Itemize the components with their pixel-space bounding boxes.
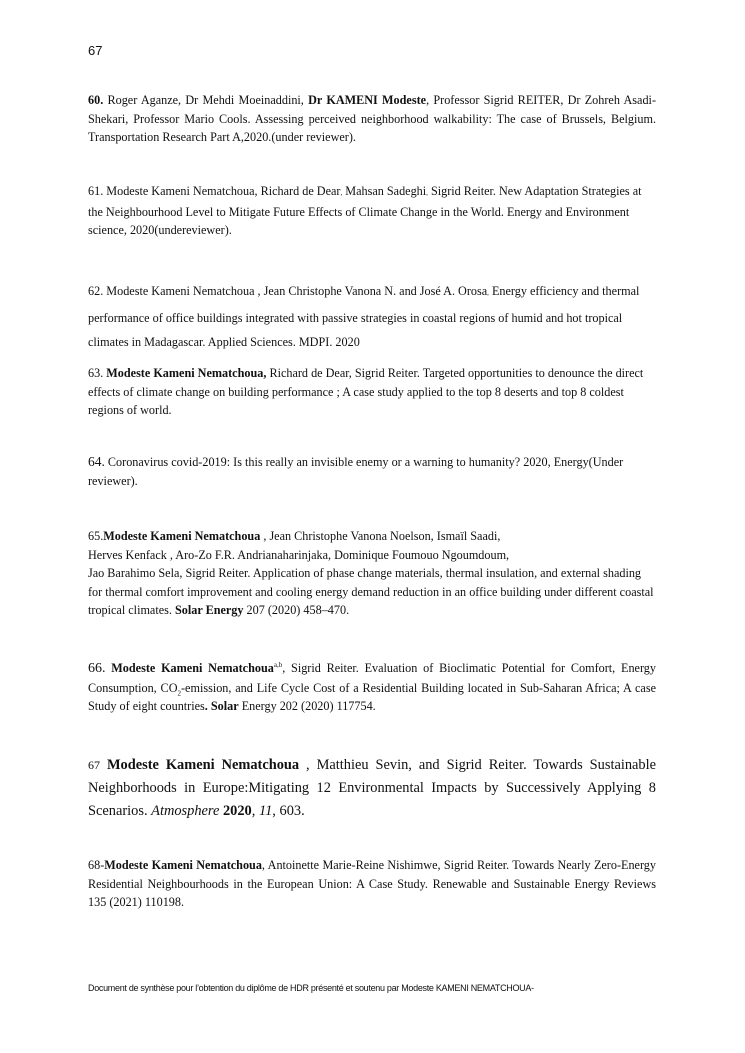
ref-67-year: 2020 (219, 803, 252, 819)
ref-61-rest: Sigrid Reiter. New Adaptation Strategies at the Neighbourhood Level to Mitigate Future Effects of Climate Change in the World. Energy and Environment science, 2020(undereviewer). (88, 184, 642, 238)
ref-60-number: 60. (88, 93, 104, 107)
ref-64-number: 64. (88, 454, 105, 469)
ref-61-separator-2: , (426, 189, 428, 197)
ref-63-number: 63. (88, 366, 107, 380)
ref-67-text: , Matthieu Sevin, and Sigrid Reiter. Towards Sustainable Neighborhoods in Europe:Mitigating 12 Environmental Impacts by Successively Applying 8 Scenarios. (88, 757, 656, 819)
ref-65-end: 207 (2020) 458–470. (243, 603, 350, 618)
ref-61-authors-b: Mahsan Sadeghi (342, 184, 427, 198)
reference-61 (88, 182, 656, 240)
ref-63-highlight-author: Modeste Kameni Nematchoua, (106, 366, 267, 380)
ref-67-journal: Atmosphere (151, 803, 220, 819)
ref-62-authors: 62. Modeste Kameni Nematchoua , Jean Christophe Vanona N. and José A. Orosa (88, 284, 488, 298)
reference-63 (88, 364, 656, 420)
ref-65-line-1: , Jean Christophe Vanona Noelson, Ismaïl Saadi, (260, 529, 501, 543)
ref-66-end: Energy 202 (2020) 117754. (238, 699, 376, 714)
reference-64 (88, 453, 656, 490)
ref-65-journal: Solar Energy (174, 603, 244, 618)
page-footer: Document de synthèse pour l’obtention du diplôme de HDR présenté et soutenu par Modeste KAMENI NEMATCHOUA- (88, 983, 534, 993)
ref-62-separator: , (487, 289, 489, 297)
ref-64-text: Coronavirus covid-2019: Is this really an invisible enemy or a warning to humanity? 2020, Energy(Under reviewer). (88, 455, 624, 488)
ref-66-highlight-author: Modeste Kameni Nematchoua (105, 661, 274, 675)
ref-67-end: , 603. (272, 803, 305, 819)
ref-67-number: 67 (88, 758, 100, 772)
reference-68 (88, 856, 656, 912)
ref-67-highlight-author: Modeste Kameni Nematchoua (100, 757, 300, 773)
ref-60-authors-a: Roger Aganze, Dr Mehdi Moeinaddini, (103, 93, 309, 107)
reference-67 (88, 754, 656, 823)
ref-65-highlight-author: Modeste Kameni Nematchoua (103, 529, 261, 543)
page-number: 67 (88, 43, 103, 58)
ref-61-separator: , (340, 189, 343, 197)
ref-60-rest: , Professor Sigrid REITER, Dr Zohreh Asadi-Shekari, Professor Mario Cools. Assessing perceived neighborhood walkability: The case of Brussels, Belgium. Transportation Research Part A,2020.(under reviewer). (88, 93, 656, 145)
ref-68-rest: , Antoinette Marie-Reine Nishimwe, Sigrid Reiter. Towards Nearly Zero-Energy Residential Neighbourhoods in the European Union: A Case Study. Renewable and Sustainable Energy Reviews 135 (2021) 110198. (88, 858, 656, 910)
ref-63-rest: Richard de Dear, Sigrid Reiter. Targeted opportunities to denounce the direct effects of climate change on building performance ; A case study applied to the top 8 deserts and top 8 coldest regions of world. (88, 366, 644, 418)
ref-65-number: 65. (88, 529, 104, 543)
reference-66 (88, 659, 656, 716)
ref-66-co2-subscript: 2 (177, 689, 181, 698)
ref-68-number: 68- (88, 858, 105, 872)
ref-68-highlight-author: Modeste Kameni Nematchoua (104, 858, 262, 872)
ref-65-line-3: Jao Barahimo Sela, Sigrid Reiter. Application of phase change materials, thermal insulation, and external shading for thermal comfort improvement and cooling energy demand reduction in an office building under different coastal tropical climates. (88, 566, 654, 618)
ref-67-volume: , 11 (251, 803, 273, 819)
reference-62 (88, 279, 656, 355)
ref-66-journal: . Solar (204, 699, 239, 714)
ref-61-authors-a: 61. Modeste Kameni Nematchoua, Richard de Dear (88, 184, 341, 198)
reference-60 (88, 91, 656, 147)
ref-66-affiliation-sup: a,b (273, 660, 283, 669)
reference-65 (88, 527, 656, 620)
ref-62-rest: Energy efficiency and thermal performance of office buildings integrated with passive strategies in coastal regions of humid and hot tropical climates in Madagascar. Applied Sciences. MDPI. 2020 (88, 284, 640, 349)
ref-65-line-2: Herves Kenfack , Aro-Zo F.R. Andrianaharinjaka, Dominique Foumouo Ngoumdoum, (88, 547, 510, 562)
ref-66-text-b: -emission, and Life Cycle Cost of a Residential Building located in Sub-Saharan Africa; A case Study of eight countries (88, 680, 656, 714)
ref-66-text-a: , Sigrid Reiter. Evaluation of Bioclimatic Potential for Comfort, Energy Consumption, CO (88, 661, 656, 695)
ref-60-highlight-author: Dr KAMENI Modeste (308, 93, 427, 107)
ref-66-number: 66. (88, 661, 106, 676)
